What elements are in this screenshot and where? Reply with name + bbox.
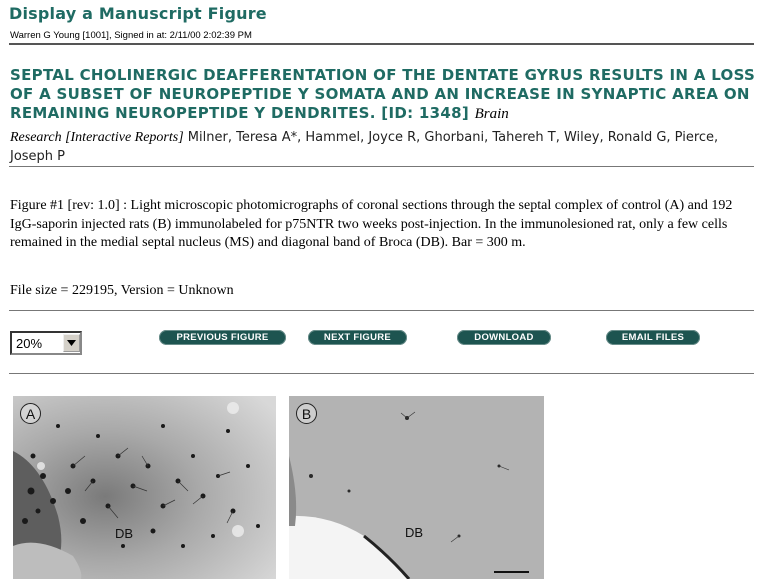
- chevron-down-icon[interactable]: [63, 334, 80, 352]
- panel-b-region-label: DB: [405, 525, 424, 540]
- zoom-value: 20%: [16, 335, 43, 351]
- journal-name-part1: Brain: [474, 106, 509, 122]
- file-info: File size = 229195, Version = Unknown: [10, 283, 234, 298]
- next-figure-button[interactable]: NEXT FIGURE: [308, 330, 407, 345]
- zoom-select[interactable]: [10, 331, 82, 355]
- panel-b-label: B: [296, 403, 317, 424]
- micrograph-panel-b: [289, 396, 544, 579]
- email-files-button[interactable]: EMAIL FILES: [606, 330, 700, 345]
- article-authors-block: [10, 128, 755, 166]
- panel-a-region-label: DB: [115, 526, 134, 541]
- author-list: Milner, Teresa A*, Hammel, Joyce R, Ghorbani, Tahereh T, Wiley, Ronald G, Pierce, Joseph P: [10, 130, 719, 164]
- previous-figure-button[interactable]: PREVIOUS FIGURE: [159, 330, 286, 345]
- panel-a-label: A: [20, 403, 41, 424]
- download-button[interactable]: DOWNLOAD: [457, 330, 551, 345]
- micrograph-panel-a: [13, 396, 276, 579]
- journal-name-part2: Research [Interactive Reports]: [10, 130, 184, 145]
- page-title: Display a Manuscript Figure: [9, 4, 267, 23]
- article-title: [10, 66, 758, 124]
- toolbar-divider: [9, 373, 754, 374]
- caption-divider: [9, 310, 754, 311]
- header-divider: [9, 43, 754, 45]
- title-divider: [9, 166, 754, 167]
- signin-info: Warren G Young [1001], Signed in at: 2/11/00 2:02:39 PM: [10, 30, 252, 41]
- article-title-text: SEPTAL CHOLINERGIC DEAFFERENTATION OF THE DENTATE GYRUS RESULTS IN A LOSS OF A SUBSET OF NEUROPEPTIDE Y SOMATA AND AN INCREASE IN SYNAPTIC AREA ON REMAINING NEUROPEPTIDE Y DENDRITES. [ID: 1348]: [10, 66, 756, 122]
- figure-caption: Figure #1 [rev: 1.0] : Light microscopic photomicrographs of coronal sections through the septal complex of control (A) and 192 IgG-saporin injected rats (B) immunolabeled for p75NTR two weeks post-injection. In the immunolesioned rat, only a few cells remained in the medial septal nucleus (MS) and diagonal band of Broca (DB). Bar = 300 m.: [10, 198, 733, 250]
